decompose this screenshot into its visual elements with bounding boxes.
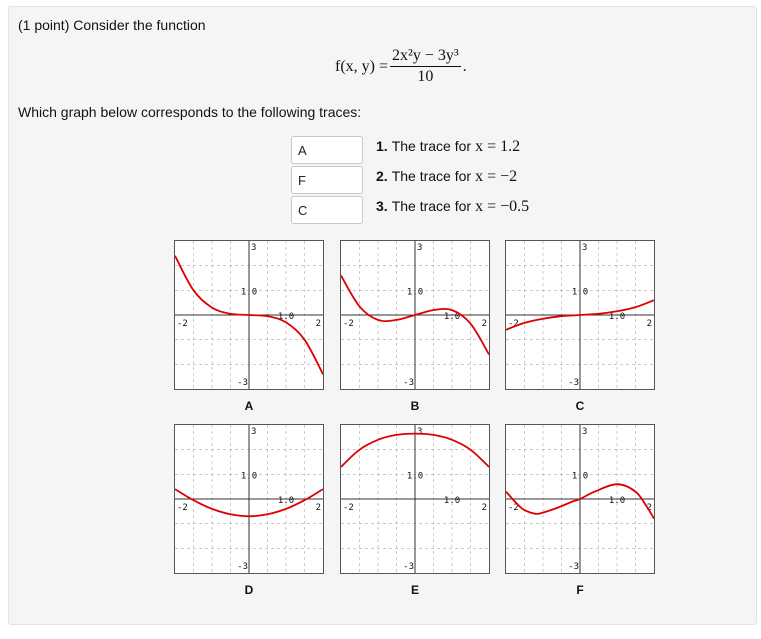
tick-label-xmin: -2 — [177, 319, 188, 329]
tick-label-xmin: -2 — [508, 319, 519, 329]
graph-E — [340, 424, 490, 574]
formula-lhs: f(x, y) = — [335, 57, 389, 75]
trace-math: x = −2 — [475, 168, 518, 185]
tick-label-ymin: -3 — [403, 378, 414, 388]
tick-label-xmin: -2 — [508, 503, 519, 513]
tick-label-ymax: 3 — [582, 243, 588, 253]
answer-input-1[interactable] — [291, 136, 363, 164]
trace-number: 2. — [376, 168, 388, 184]
graph-A — [174, 240, 324, 390]
formula-numerator: 2x²y − 3y³ — [390, 47, 461, 67]
tick-label-xtick: 1.0 — [277, 496, 295, 506]
tick-label-ymax: 3 — [417, 427, 423, 437]
graph-svg — [506, 241, 654, 389]
problem-intro: (1 point) Consider the function — [18, 17, 206, 33]
tick-label-xmax: 2 — [646, 503, 652, 513]
graph-label-F: F — [576, 583, 584, 597]
trace-number: 1. — [376, 138, 388, 154]
graph-label-B: B — [410, 399, 420, 413]
tick-label-ymin: -3 — [237, 562, 248, 572]
tick-label-xtick: 1.0 — [608, 496, 626, 506]
graph-B — [340, 240, 490, 390]
tick-label-ymax: 3 — [582, 427, 588, 437]
graph-label-A: A — [244, 399, 254, 413]
tick-label-ytick: 1.0 — [240, 471, 258, 482]
trace-item-3 — [376, 198, 529, 216]
trace-math: x = −0.5 — [475, 198, 530, 215]
graph-C — [505, 240, 655, 390]
tick-label-xmin: -2 — [343, 319, 354, 329]
tick-label-xtick: 1.0 — [277, 312, 295, 322]
tick-label-xmax: 2 — [315, 319, 321, 329]
trace-text: The trace for — [391, 168, 472, 184]
tick-label-ymax: 3 — [417, 243, 423, 253]
tick-label-ytick: 1.0 — [571, 471, 589, 482]
tick-label-ytick: 1.0 — [406, 287, 424, 298]
tick-label-xmax: 2 — [481, 503, 487, 513]
tick-label-xmax: 2 — [481, 319, 487, 329]
graph-svg — [341, 241, 489, 389]
trace-text: The trace for — [391, 198, 472, 214]
trace-item-2 — [376, 168, 517, 186]
graph-label-E: E — [410, 583, 419, 597]
trace-text: The trace for — [391, 138, 472, 154]
graph-F — [505, 424, 655, 574]
answer-input-3[interactable] — [291, 196, 363, 224]
graph-svg — [175, 241, 323, 389]
tick-label-xmin: -2 — [343, 503, 354, 513]
tick-label-ymin: -3 — [568, 378, 579, 388]
trace-number: 3. — [376, 198, 388, 214]
tick-label-xmax: 2 — [646, 319, 652, 329]
trace-math: x = 1.2 — [475, 138, 521, 155]
tick-label-ymin: -3 — [568, 562, 579, 572]
formula-denominator: 10 — [417, 68, 434, 85]
graph-label-C: C — [575, 399, 585, 413]
graph-svg — [341, 425, 489, 573]
graph-svg — [506, 425, 654, 573]
tick-label-ytick: 1.0 — [406, 471, 424, 482]
tick-label-ytick: 1.0 — [571, 287, 589, 298]
question-prompt: Which graph below corresponds to the following traces: — [18, 104, 362, 120]
formula-period: . — [462, 57, 467, 75]
trace-item-1 — [376, 138, 520, 156]
answer-input-2[interactable] — [291, 166, 363, 194]
tick-label-xtick: 1.0 — [443, 312, 461, 322]
tick-label-xmin: -2 — [177, 503, 188, 513]
tick-label-ytick: 1.0 — [240, 287, 258, 298]
tick-label-xmax: 2 — [315, 503, 321, 513]
tick-label-ymin: -3 — [403, 562, 414, 572]
tick-label-xtick: 1.0 — [608, 312, 626, 322]
function-formula — [335, 47, 467, 86]
graph-D — [174, 424, 324, 574]
graph-label-D: D — [244, 583, 254, 597]
graph-svg — [175, 425, 323, 573]
tick-label-ymax: 3 — [251, 427, 257, 437]
formula-fraction — [390, 47, 461, 86]
tick-label-ymax: 3 — [251, 243, 257, 253]
tick-label-ymin: -3 — [237, 378, 248, 388]
tick-label-xtick: 1.0 — [443, 496, 461, 506]
